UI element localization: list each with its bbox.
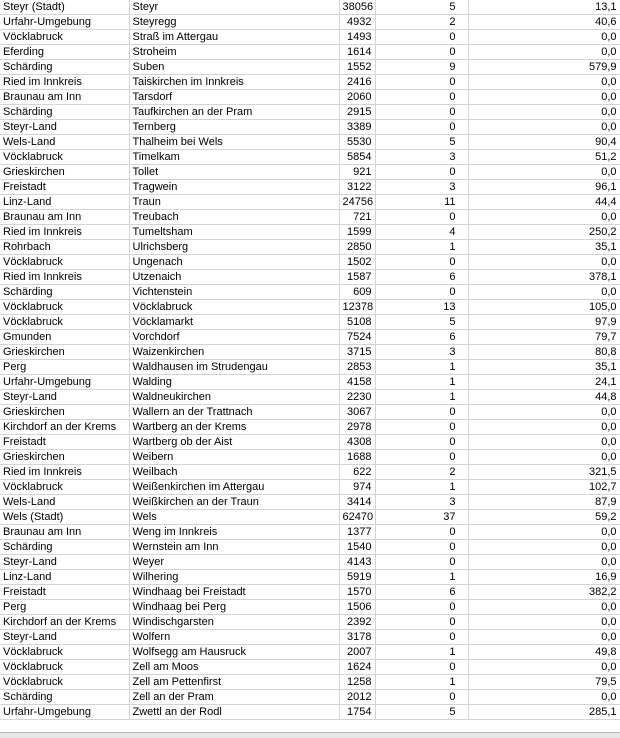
district-cell[interactable]: Linz-Land: [0, 570, 129, 585]
table-row: [0, 525, 620, 540]
rate-cell[interactable]: 59,2: [468, 510, 620, 525]
cases-cell[interactable]: 6: [375, 330, 468, 345]
table-row: [0, 645, 620, 660]
table-row: [0, 585, 620, 600]
rate-cell[interactable]: 35,1: [468, 360, 620, 375]
table-row: [0, 255, 620, 270]
population-cell[interactable]: 1624: [339, 660, 375, 675]
population-cell[interactable]: 1688: [339, 450, 375, 465]
rate-cell[interactable]: 24,1: [468, 375, 620, 390]
table-row: [0, 225, 620, 240]
rate-cell[interactable]: 382,2: [468, 585, 620, 600]
rate-cell[interactable]: 0,0: [468, 615, 620, 630]
population-cell[interactable]: 7524: [339, 330, 375, 345]
rate-cell[interactable]: 0,0: [468, 285, 620, 300]
cases-cell[interactable]: 1: [375, 570, 468, 585]
rate-cell[interactable]: 0,0: [468, 690, 620, 705]
population-cell[interactable]: 2915: [339, 105, 375, 120]
municipality-cell[interactable]: Weißenkirchen im Attergau: [129, 480, 339, 495]
rate-cell[interactable]: 79,5: [468, 675, 620, 690]
cases-cell[interactable]: 0: [375, 255, 468, 270]
population-cell[interactable]: 1540: [339, 540, 375, 555]
rate-cell[interactable]: 40,6: [468, 15, 620, 30]
municipality-cell[interactable]: Vichtenstein: [129, 285, 339, 300]
municipality-cell[interactable]: Zell am Moos: [129, 660, 339, 675]
cases-cell[interactable]: 1: [375, 375, 468, 390]
rate-cell[interactable]: 0,0: [468, 45, 620, 60]
municipality-cell[interactable]: Waizenkirchen: [129, 345, 339, 360]
rate-cell[interactable]: 0,0: [468, 630, 620, 645]
table-row: [0, 540, 620, 555]
district-cell[interactable]: Urfahr-Umgebung: [0, 15, 129, 30]
population-cell[interactable]: 2012: [339, 690, 375, 705]
municipality-cell[interactable]: Wels: [129, 510, 339, 525]
population-cell[interactable]: 5919: [339, 570, 375, 585]
population-cell[interactable]: 5530: [339, 135, 375, 150]
rate-cell[interactable]: 321,5: [468, 465, 620, 480]
cases-cell[interactable]: 0: [375, 630, 468, 645]
municipality-cell[interactable]: Weißkirchen an der Traun: [129, 495, 339, 510]
rate-cell[interactable]: 0,0: [468, 600, 620, 615]
municipality-cell[interactable]: Wolfsegg am Hausruck: [129, 645, 339, 660]
rate-cell[interactable]: 105,0: [468, 300, 620, 315]
municipality-cell[interactable]: Wernstein am Inn: [129, 540, 339, 555]
population-cell[interactable]: 1552: [339, 60, 375, 75]
district-cell[interactable]: Steyr-Land: [0, 390, 129, 405]
table-row: [0, 375, 620, 390]
district-cell[interactable]: Perg: [0, 600, 129, 615]
municipality-cell[interactable]: Walding: [129, 375, 339, 390]
population-cell[interactable]: 974: [339, 480, 375, 495]
municipality-cell[interactable]: Tarsdorf: [129, 90, 339, 105]
district-cell[interactable]: Freistadt: [0, 435, 129, 450]
municipality-cell[interactable]: Ulrichsberg: [129, 240, 339, 255]
municipality-cell[interactable]: Wartberg ob der Aist: [129, 435, 339, 450]
district-cell[interactable]: Steyr-Land: [0, 555, 129, 570]
municipality-cell[interactable]: Straß im Attergau: [129, 30, 339, 45]
cases-cell[interactable]: 3: [375, 495, 468, 510]
table-row: [0, 450, 620, 465]
cases-cell[interactable]: 5: [375, 705, 468, 720]
rate-cell[interactable]: 79,7: [468, 330, 620, 345]
cases-cell[interactable]: 5: [375, 315, 468, 330]
municipality-cell[interactable]: Zell am Pettenfirst: [129, 675, 339, 690]
cases-cell[interactable]: 13: [375, 300, 468, 315]
rate-cell[interactable]: 102,7: [468, 480, 620, 495]
rate-cell[interactable]: 80,8: [468, 345, 620, 360]
table-row: [0, 345, 620, 360]
population-cell[interactable]: 921: [339, 165, 375, 180]
table-row: [0, 630, 620, 645]
district-cell[interactable]: Grieskirchen: [0, 165, 129, 180]
table-row: [0, 60, 620, 75]
population-cell[interactable]: 62470: [339, 510, 375, 525]
rate-cell[interactable]: 16,9: [468, 570, 620, 585]
sheet-tab-bar[interactable]: [0, 732, 620, 738]
table-row: [0, 390, 620, 405]
municipality-cell[interactable]: Ungenach: [129, 255, 339, 270]
table-row: [0, 555, 620, 570]
table-row: [0, 30, 620, 45]
cases-cell[interactable]: 9: [375, 60, 468, 75]
rate-cell[interactable]: 250,2: [468, 225, 620, 240]
population-cell[interactable]: 12378: [339, 300, 375, 315]
population-cell[interactable]: 38056: [339, 0, 375, 15]
cases-cell[interactable]: 0: [375, 540, 468, 555]
population-cell[interactable]: 3178: [339, 630, 375, 645]
table-row: [0, 300, 620, 315]
municipality-cell[interactable]: Windischgarsten: [129, 615, 339, 630]
municipality-cell[interactable]: Taufkirchen an der Pram: [129, 105, 339, 120]
municipality-cell[interactable]: Wartberg an der Krems: [129, 420, 339, 435]
rate-cell[interactable]: 0,0: [468, 255, 620, 270]
rate-cell[interactable]: 0,0: [468, 30, 620, 45]
municipality-cell[interactable]: Ternberg: [129, 120, 339, 135]
population-cell[interactable]: 721: [339, 210, 375, 225]
district-cell[interactable]: Vöcklabruck: [0, 645, 129, 660]
table-row: [0, 165, 620, 180]
table-row: [0, 150, 620, 165]
rate-cell[interactable]: 579,9: [468, 60, 620, 75]
district-cell[interactable]: Schärding: [0, 60, 129, 75]
population-cell[interactable]: 1502: [339, 255, 375, 270]
rate-cell[interactable]: 44,8: [468, 390, 620, 405]
cases-cell[interactable]: 0: [375, 450, 468, 465]
population-cell[interactable]: 2416: [339, 75, 375, 90]
population-cell[interactable]: 4308: [339, 435, 375, 450]
table-row: [0, 315, 620, 330]
cases-cell[interactable]: 1: [375, 645, 468, 660]
district-cell[interactable]: Kirchdorf an der Krems: [0, 420, 129, 435]
municipality-cell[interactable]: Waldhausen im Strudengau: [129, 360, 339, 375]
municipality-cell[interactable]: Thalheim bei Wels: [129, 135, 339, 150]
cases-cell[interactable]: 1: [375, 480, 468, 495]
table-row: [0, 120, 620, 135]
district-cell[interactable]: Vöcklabruck: [0, 675, 129, 690]
population-cell[interactable]: 1258: [339, 675, 375, 690]
cases-cell[interactable]: 0: [375, 210, 468, 225]
cases-cell[interactable]: 0: [375, 285, 468, 300]
population-cell[interactable]: 2850: [339, 240, 375, 255]
population-cell[interactable]: 4158: [339, 375, 375, 390]
rate-cell[interactable]: 90,4: [468, 135, 620, 150]
municipality-cell[interactable]: Tollet: [129, 165, 339, 180]
municipality-cell[interactable]: Treubach: [129, 210, 339, 225]
cases-cell[interactable]: 2: [375, 465, 468, 480]
district-cell[interactable]: Grieskirchen: [0, 345, 129, 360]
municipality-cell[interactable]: Zell an der Pram: [129, 690, 339, 705]
cases-cell[interactable]: 0: [375, 525, 468, 540]
rate-cell[interactable]: 0,0: [468, 435, 620, 450]
population-cell[interactable]: 4143: [339, 555, 375, 570]
cases-cell[interactable]: 3: [375, 180, 468, 195]
district-cell[interactable]: Braunau am Inn: [0, 210, 129, 225]
population-cell[interactable]: 5854: [339, 150, 375, 165]
table-row: [0, 330, 620, 345]
rate-cell[interactable]: 0,0: [468, 120, 620, 135]
municipality-cell[interactable]: Wolfern: [129, 630, 339, 645]
district-cell[interactable]: Eferding: [0, 45, 129, 60]
table-row: [0, 615, 620, 630]
district-cell[interactable]: Linz-Land: [0, 195, 129, 210]
population-cell[interactable]: 4932: [339, 15, 375, 30]
municipality-cell[interactable]: Vöcklabruck: [129, 300, 339, 315]
table-row: [0, 690, 620, 705]
rate-cell[interactable]: 378,1: [468, 270, 620, 285]
cases-cell[interactable]: 0: [375, 405, 468, 420]
cases-cell[interactable]: 0: [375, 120, 468, 135]
district-cell[interactable]: Rohrbach: [0, 240, 129, 255]
rate-cell[interactable]: 285,1: [468, 705, 620, 720]
table-row: [0, 675, 620, 690]
district-cell[interactable]: Schärding: [0, 285, 129, 300]
municipality-cell[interactable]: Vöcklamarkt: [129, 315, 339, 330]
cases-cell[interactable]: 6: [375, 585, 468, 600]
cases-cell[interactable]: 0: [375, 555, 468, 570]
table-row: [0, 600, 620, 615]
district-cell[interactable]: Vöcklabruck: [0, 660, 129, 675]
cases-cell[interactable]: 0: [375, 75, 468, 90]
district-cell[interactable]: Braunau am Inn: [0, 90, 129, 105]
table-row: [0, 465, 620, 480]
table-row: [0, 495, 620, 510]
rate-cell[interactable]: 0,0: [468, 90, 620, 105]
cases-cell[interactable]: 0: [375, 420, 468, 435]
municipality-cell[interactable]: Weyer: [129, 555, 339, 570]
cases-cell[interactable]: 0: [375, 690, 468, 705]
rate-cell[interactable]: 0,0: [468, 105, 620, 120]
table-row: [0, 0, 620, 15]
table-row: [0, 570, 620, 585]
cases-cell[interactable]: 5: [375, 135, 468, 150]
municipality-cell[interactable]: Weilbach: [129, 465, 339, 480]
cases-cell[interactable]: 0: [375, 30, 468, 45]
rate-cell[interactable]: 0,0: [468, 660, 620, 675]
table-row: [0, 405, 620, 420]
rate-cell[interactable]: 0,0: [468, 555, 620, 570]
population-cell[interactable]: 609: [339, 285, 375, 300]
rate-cell[interactable]: 97,9: [468, 315, 620, 330]
district-cell[interactable]: Steyr-Land: [0, 120, 129, 135]
municipality-cell[interactable]: Steyregg: [129, 15, 339, 30]
population-cell[interactable]: 622: [339, 465, 375, 480]
table-row: [0, 360, 620, 375]
rate-cell[interactable]: 87,9: [468, 495, 620, 510]
population-cell[interactable]: 3414: [339, 495, 375, 510]
table-row: [0, 105, 620, 120]
table-row: [0, 195, 620, 210]
municipality-cell[interactable]: Taiskirchen im Innkreis: [129, 75, 339, 90]
population-cell[interactable]: 3715: [339, 345, 375, 360]
rate-cell[interactable]: 96,1: [468, 180, 620, 195]
table-row: [0, 285, 620, 300]
table-row: [0, 135, 620, 150]
municipality-cell[interactable]: Waldneukirchen: [129, 390, 339, 405]
table-row: [0, 705, 620, 720]
rate-cell[interactable]: 0,0: [468, 165, 620, 180]
municipality-cell[interactable]: Traun: [129, 195, 339, 210]
district-cell[interactable]: Schärding: [0, 105, 129, 120]
population-cell[interactable]: 1506: [339, 600, 375, 615]
municipality-cell[interactable]: Windhaag bei Perg: [129, 600, 339, 615]
district-cell[interactable]: Grieskirchen: [0, 450, 129, 465]
district-cell[interactable]: Perg: [0, 360, 129, 375]
district-cell[interactable]: Ried im Innkreis: [0, 270, 129, 285]
table-row: [0, 240, 620, 255]
population-cell[interactable]: 2392: [339, 615, 375, 630]
cases-cell[interactable]: 1: [375, 240, 468, 255]
population-cell[interactable]: 2230: [339, 390, 375, 405]
district-cell[interactable]: Steyr-Land: [0, 630, 129, 645]
cases-cell[interactable]: 0: [375, 615, 468, 630]
population-cell[interactable]: 1493: [339, 30, 375, 45]
cases-cell[interactable]: 0: [375, 600, 468, 615]
population-cell[interactable]: 24756: [339, 195, 375, 210]
rate-cell[interactable]: 35,1: [468, 240, 620, 255]
district-cell[interactable]: Schärding: [0, 690, 129, 705]
cases-cell[interactable]: 0: [375, 435, 468, 450]
table-row: [0, 660, 620, 675]
district-cell[interactable]: Ried im Innkreis: [0, 225, 129, 240]
rate-cell[interactable]: 44,4: [468, 195, 620, 210]
municipality-cell[interactable]: Tragwein: [129, 180, 339, 195]
cases-cell[interactable]: 1: [375, 675, 468, 690]
cases-cell[interactable]: 0: [375, 105, 468, 120]
population-cell[interactable]: 1587: [339, 270, 375, 285]
rate-cell[interactable]: 0,0: [468, 210, 620, 225]
municipality-cell[interactable]: Weibern: [129, 450, 339, 465]
population-cell[interactable]: 2060: [339, 90, 375, 105]
municipality-cell[interactable]: Utzenaich: [129, 270, 339, 285]
cases-cell[interactable]: 1: [375, 360, 468, 375]
cases-cell[interactable]: 0: [375, 660, 468, 675]
population-cell[interactable]: 5108: [339, 315, 375, 330]
municipality-cell[interactable]: Vorchdorf: [129, 330, 339, 345]
municipality-cell[interactable]: Weng im Innkreis: [129, 525, 339, 540]
municipality-cell[interactable]: Stroheim: [129, 45, 339, 60]
population-cell[interactable]: 3389: [339, 120, 375, 135]
rate-cell[interactable]: 0,0: [468, 405, 620, 420]
cases-cell[interactable]: 2: [375, 15, 468, 30]
cases-cell[interactable]: 5: [375, 0, 468, 15]
rate-cell[interactable]: 49,8: [468, 645, 620, 660]
district-cell[interactable]: Vöcklabruck: [0, 150, 129, 165]
cases-cell[interactable]: 0: [375, 90, 468, 105]
district-cell[interactable]: Vöcklabruck: [0, 315, 129, 330]
population-cell[interactable]: 3122: [339, 180, 375, 195]
table-row: [0, 75, 620, 90]
population-cell[interactable]: 1570: [339, 585, 375, 600]
district-cell[interactable]: Ried im Innkreis: [0, 75, 129, 90]
table-row: [0, 270, 620, 285]
rate-cell[interactable]: 0,0: [468, 540, 620, 555]
cases-cell[interactable]: 4: [375, 225, 468, 240]
municipality-cell[interactable]: Timelkam: [129, 150, 339, 165]
municipality-cell[interactable]: Wallern an der Trattnach: [129, 405, 339, 420]
population-cell[interactable]: 2978: [339, 420, 375, 435]
district-cell[interactable]: Grieskirchen: [0, 405, 129, 420]
rate-cell[interactable]: 0,0: [468, 450, 620, 465]
district-cell[interactable]: Kirchdorf an der Krems: [0, 615, 129, 630]
table-row: [0, 510, 620, 525]
district-cell[interactable]: Wels-Land: [0, 135, 129, 150]
district-cell[interactable]: Steyr (Stadt): [0, 0, 129, 15]
population-cell[interactable]: 1599: [339, 225, 375, 240]
municipality-cell[interactable]: Suben: [129, 60, 339, 75]
rate-cell[interactable]: 0,0: [468, 420, 620, 435]
rate-cell[interactable]: 0,0: [468, 75, 620, 90]
municipality-cell[interactable]: Tumeltsham: [129, 225, 339, 240]
cases-cell[interactable]: 6: [375, 270, 468, 285]
district-cell[interactable]: Braunau am Inn: [0, 525, 129, 540]
district-cell[interactable]: Freistadt: [0, 585, 129, 600]
table-row: [0, 420, 620, 435]
table-row: [0, 45, 620, 60]
district-cell[interactable]: Vöcklabruck: [0, 300, 129, 315]
population-cell[interactable]: 2007: [339, 645, 375, 660]
district-cell[interactable]: Urfahr-Umgebung: [0, 375, 129, 390]
population-cell[interactable]: 1377: [339, 525, 375, 540]
municipality-cell[interactable]: Zwettl an der Rodl: [129, 705, 339, 720]
district-cell[interactable]: Urfahr-Umgebung: [0, 705, 129, 720]
municipality-cell[interactable]: Wilhering: [129, 570, 339, 585]
table-row: [0, 210, 620, 225]
population-cell[interactable]: 1614: [339, 45, 375, 60]
cases-cell[interactable]: 3: [375, 345, 468, 360]
cases-cell[interactable]: 11: [375, 195, 468, 210]
table-row: [0, 435, 620, 450]
cases-cell[interactable]: 37: [375, 510, 468, 525]
rate-cell[interactable]: 51,2: [468, 150, 620, 165]
district-cell[interactable]: Gmunden: [0, 330, 129, 345]
district-cell[interactable]: Ried im Innkreis: [0, 465, 129, 480]
district-cell[interactable]: Schärding: [0, 540, 129, 555]
population-cell[interactable]: 1754: [339, 705, 375, 720]
population-cell[interactable]: 3067: [339, 405, 375, 420]
population-cell[interactable]: 2853: [339, 360, 375, 375]
table-row: [0, 15, 620, 30]
district-cell[interactable]: Vöcklabruck: [0, 255, 129, 270]
cases-cell[interactable]: 3: [375, 150, 468, 165]
district-cell[interactable]: Vöcklabruck: [0, 30, 129, 45]
district-cell[interactable]: Freistadt: [0, 180, 129, 195]
district-cell[interactable]: Wels-Land: [0, 495, 129, 510]
rate-cell[interactable]: 13,1: [468, 0, 620, 15]
cases-cell[interactable]: 1: [375, 390, 468, 405]
table-row: [0, 90, 620, 105]
municipality-cell[interactable]: Steyr: [129, 0, 339, 15]
table-row: [0, 480, 620, 495]
municipality-cell[interactable]: Windhaag bei Freistadt: [129, 585, 339, 600]
district-cell[interactable]: Vöcklabruck: [0, 480, 129, 495]
table-row: [0, 180, 620, 195]
district-cell[interactable]: Wels (Stadt): [0, 510, 129, 525]
cases-cell[interactable]: 0: [375, 165, 468, 180]
rate-cell[interactable]: 0,0: [468, 525, 620, 540]
cases-cell[interactable]: 0: [375, 45, 468, 60]
